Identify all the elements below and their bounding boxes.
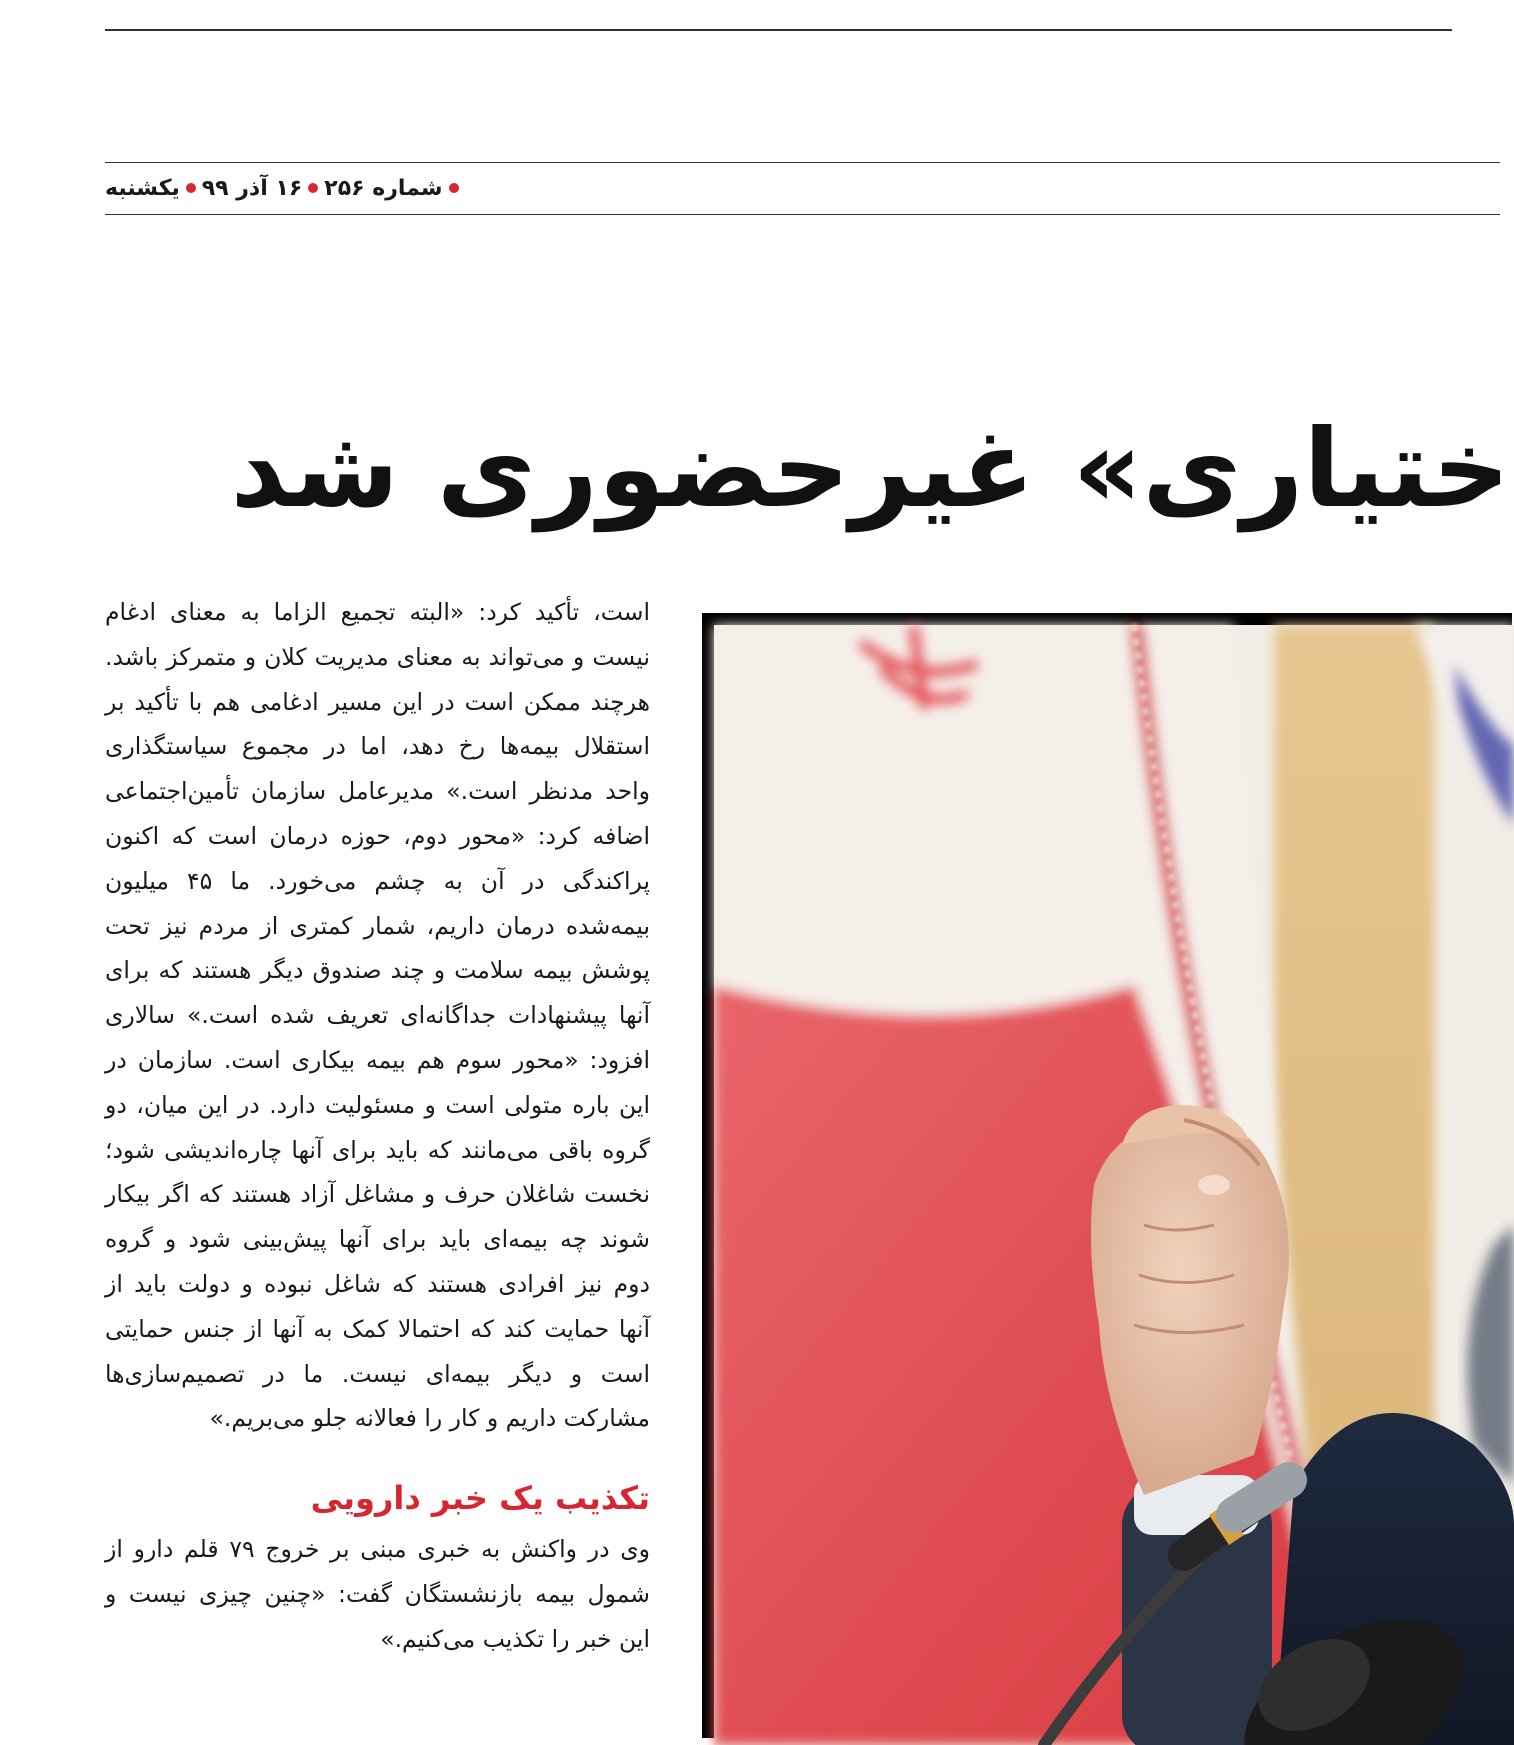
masthead-rule-upper (105, 162, 1500, 163)
article-paragraph: است، تأکید کرد: «البته تجمیع الزاما به معنای ادغام نیست و می‌تواند به معنای مدیریت کلان و متمرکز باشد. هرچند ممکن است در این مسیر ادغامی هم با تأکید بر استقلال بیمه‌ها رخ دهد، اما در مجموع سیاستگذاری واحد مدنظر است.» مدیرعامل سازمان تأمین‌اجتماعی اضافه کرد: «محور دوم، حوزه درمان است که اکنون پراکندگی در آن به چشم می‌خورد. ما ۴۵ میلیون بیمه‌شده درمان داریم، شمار کمتری از مردم نیز تحت پوشش بیمه سلامت و چند صندوق دیگر هستند که برای آنها پیشنهادات جداگانه‌ای تعریف شده است.» سالاری افزود: «محور سوم هم بیمه بیکاری است. سازمان در این باره متولی است و مسئولیت دارد. در این میان، دو گروه باقی می‌مانند که باید برای آنها چاره‌اندیشی شود؛ نخست شاغلان حرف و مشاغل آزاد هستند که اگر بیکار شوند چه بیمه‌ای باید برای آنها پیش‌بینی شود و گروه دوم نیز افرادی هستند که شاغل نبوده و دولت باید از آنها حمایت کند که احتمالا کمک به آنها از جنس حمایتی است و دیگر بیمه‌ای نیست. ما در تصمیم‌سازی‌ها مشارکت داریم و کار را فعالانه جلو می‌بریم.» (105, 598, 650, 1433)
top-rule (105, 29, 1452, 31)
dateline-day: یکشنبه (105, 175, 180, 201)
bullet-dot-icon (449, 183, 459, 193)
news-photo (714, 625, 1512, 1738)
article-column (105, 590, 650, 1724)
dateline-issue: شماره ۲۵۶ (324, 175, 443, 201)
dateline-date: ۱۶ آذر ۹۹ (201, 175, 303, 201)
bullet-dot-icon (308, 183, 318, 193)
dateline (105, 168, 465, 208)
headline: ختیاری» غیرحضوری شد (230, 407, 1510, 532)
article-paragraph: وی در واکنش به خبری مبنی بر خروج ۷۹ قلم دارو از شمول بیمه بازنشستگان گفت: «چنین چیزی نیست و این خبر را تکذیب می‌کنیم.» (105, 1535, 650, 1653)
headline-container (230, 400, 1510, 560)
bullet-dot-icon (186, 183, 196, 193)
article-subheading: تکذیب یک خبر دارویی (310, 1479, 650, 1518)
photo-illustration (714, 625, 1514, 1745)
photo-frame (702, 613, 1512, 1738)
masthead-rule-lower (105, 214, 1500, 215)
